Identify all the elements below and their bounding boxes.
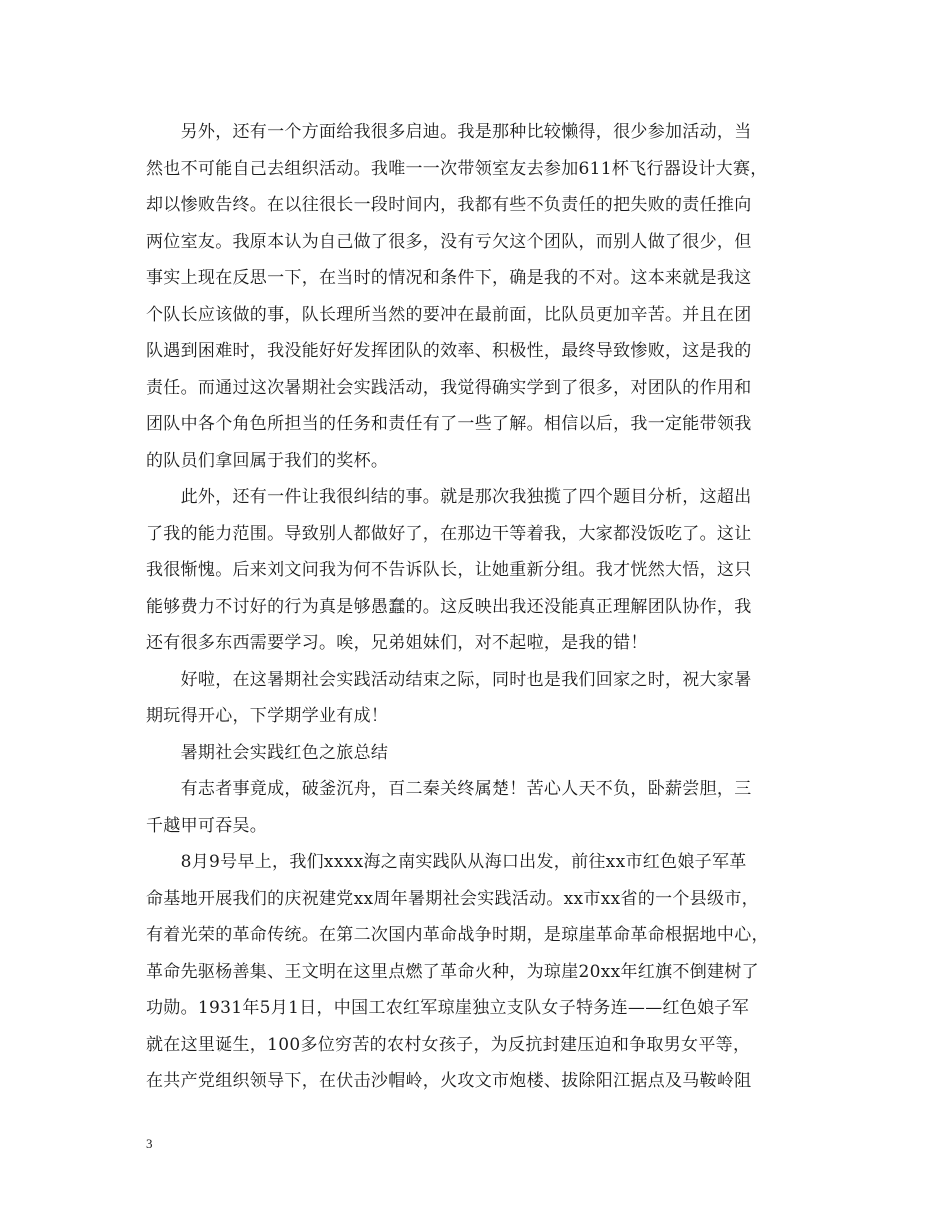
section-heading: 暑期社会实践红色之旅总结 [146, 742, 389, 763]
text-line: 另外，还有一个方面给我很多启迪。我是那种比较懒得，很少参加活动，当 [146, 122, 752, 142]
text-line: 功勋。1931年5月1日，中国工农红军琼崖独立支队女子特务连——红色娘子军 [146, 998, 749, 1018]
text-line: 队遇到困难时，我没能好好发挥团队的效率、积极性，最终导致惨败，这是我的 [146, 341, 752, 361]
text-line: 的队员们拿回属于我们的奖杯。 [146, 450, 389, 471]
text-line: 有志者事竟成，破釜沉舟，百二秦关终属楚！苦心人天不负，卧薪尝胆，三 [146, 779, 752, 799]
text-line: 事实上现在反思一下，在当时的情况和条件下，确是我的不对。这本来就是我这 [146, 268, 752, 288]
text-line: 我很惭愧。后来刘文问我为何不告诉队长，让她重新分组。我才恍然大悟，这只 [146, 560, 752, 580]
text-line: 却以惨败告终。在以往很长一段时间内，我都有些不负责任的把失败的责任推向 [146, 195, 752, 215]
text-line: 革命先驱杨善集、王文明在这里点燃了革命火种，为琼崖20xx年红旗不倒建树了 [146, 961, 759, 982]
text-line: 在共产党组织领导下，在伏击沙帽岭，火攻文市炮楼、拔除阳江据点及马鞍岭阻 [146, 1071, 752, 1091]
body-text [146, 114, 806, 1100]
text-line: 责任。而通过这次暑期社会实践活动，我觉得确实学到了很多，对团队的作用和 [146, 377, 752, 398]
text-line: 命基地开展我们的庆祝建党xx周年暑期社会实践活动。xx市xx省的一个县级市， [146, 888, 759, 909]
text-line: 团队中各个角色所担当的任务和责任有了一些了解。相信以后，我一定能带领我 [146, 414, 752, 434]
text-line: 还有很多东西需要学习。唉，兄弟姐妹们，对不起啦，是我的错！ [146, 633, 648, 653]
text-line: 然也不可能自己去组织活动。我唯一一次带领室友去参加611杯飞行器设计大赛， [146, 158, 768, 179]
text-line: 此外，还有一件让我很纠结的事。就是那次我独揽了四个题目分析，这超出 [146, 487, 752, 507]
text-line: 有着光荣的革命传统。在第二次国内革命战争时期，是琼崖革命革命根据地中心， [146, 925, 769, 945]
text-line: 个队长应该做的事，队长理所当然的要冲在最前面，比队员更加辛苦。并且在团 [146, 304, 752, 325]
text-line: 期玩得开心，下学期学业有成！ [146, 706, 389, 726]
text-line: 8月9号早上，我们xxxx海之南实践队从海口出发，前往xx市红色娘子军革 [146, 852, 747, 872]
text-line: 千越甲可吞吴。 [146, 815, 268, 836]
text-line: 了我的能力范围。导致别人都做好了，在那边干等着我，大家都没饭吃了。这让 [146, 523, 752, 544]
text-line: 好啦，在这暑期社会实践活动结束之际，同时也是我们回家之时，祝大家暑 [146, 669, 752, 690]
text-line: 能够费力不讨好的行为真是够愚蠢的。这反映出我还没能真正理解团队协作，我 [146, 596, 752, 617]
text-line: 就在这里诞生，100多位穷苦的农村女孩子，为反抗封建压迫和争取男女平等， [146, 1034, 751, 1055]
page-number: 3 [146, 1136, 153, 1151]
text-line: 两位室友。我原本认为自己做了很多，没有亏欠这个团队，而别人做了很少，但 [146, 231, 752, 252]
